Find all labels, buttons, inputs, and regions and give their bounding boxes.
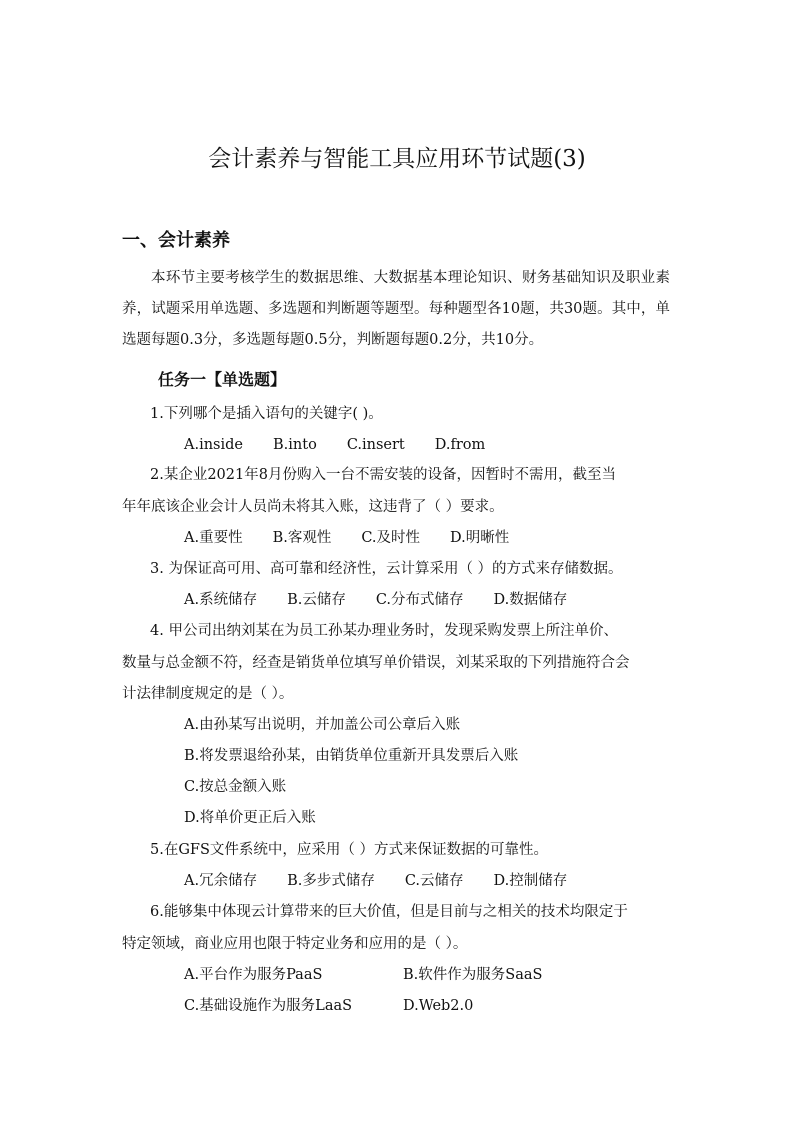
question-6-stem-cont: 特定领域，商业应用也限于特定业务和应用的是（ ）。 xyxy=(122,936,468,952)
page-title: 会计素养与智能工具应用环节试题(3) xyxy=(208,146,586,172)
question-1-stem: 1.下列哪个是插入语句的关键字( )。 xyxy=(150,406,383,422)
option-b: B.多步式储存 xyxy=(287,873,375,889)
option-c: C.insert xyxy=(346,437,405,453)
option-d: D.控制储存 xyxy=(493,873,568,889)
option-b: B.云储存 xyxy=(287,592,346,608)
section-heading: 一、会计素养 xyxy=(122,230,230,251)
question-1-options xyxy=(184,435,485,455)
option-a: A.冗余储存 xyxy=(184,873,258,889)
option-a: A.平台作为服务PaaS xyxy=(184,967,323,983)
question-6-stem: 6.能够集中体现云计算带来的巨大价值，但是目前与之相关的技术均限定于 xyxy=(150,904,628,920)
option-b: B.客观性 xyxy=(272,530,332,546)
question-2-stem-cont: 年年底该企业会计人员尚未将其入账，这违背了（ ）要求。 xyxy=(122,499,504,515)
question-5-stem: 5.在GFS文件系统中，应采用（ ）方式来保证数据的可靠性。 xyxy=(150,842,549,858)
option-d: D.Web2.0 xyxy=(403,998,474,1014)
option-a: A.系统储存 xyxy=(184,592,258,608)
option-d: D.from xyxy=(434,437,486,453)
question-3-options xyxy=(184,590,567,610)
question-3-stem: 3. 为保证高可用、高可靠和经济性，云计算采用（ ）的方式来存储数据。 xyxy=(150,561,623,577)
option-b: B.into xyxy=(273,437,317,453)
question-4-stem: 4. 甲公司出纳刘某在为员工孙某办理业务时，发现采购发票上所注单价、 xyxy=(150,623,618,639)
question-2-options xyxy=(184,528,509,548)
question-2-stem: 2.某企业2021年8月份购入一台不需安装的设备，因暂时不需用，截至当 xyxy=(150,467,616,483)
question-5-options xyxy=(184,871,567,891)
option-d: D.明晰性 xyxy=(450,530,510,546)
section-intro: 本环节主要考核学生的数据思维、大数据基本理论知识、财务基础知识及职业素养，试题采用单选题、多选题和判断题等题型。每种题型各10题，共30题。其中，单选题每题0.3分，多选题每题0.5分，判断题每题0.2分，共10分。 xyxy=(122,270,670,348)
option-b: B.将发票退给孙某，由销货单位重新开具发票后入账 xyxy=(184,748,519,764)
option-a: A.重要性 xyxy=(184,530,243,546)
option-c: C.按总金额入账 xyxy=(184,779,287,795)
question-4-stem-cont-1: 数量与总金额不符，经查是销货单位填写单价错误，刘某采取的下列措施符合会 xyxy=(122,655,630,671)
task-heading: 任务一【单选题】 xyxy=(158,370,287,389)
option-c: C.及时性 xyxy=(361,530,421,546)
option-a: A.inside xyxy=(184,437,243,453)
option-b: B.软件作为服务SaaS xyxy=(403,967,543,983)
option-c: C.基础设施作为服务LaaS xyxy=(184,998,353,1014)
option-c: C.云储存 xyxy=(404,873,464,889)
option-c: C.分布式储存 xyxy=(375,592,464,608)
question-4-stem-cont-2: 计法律制度规定的是（ ）。 xyxy=(122,686,294,702)
option-d: D.将单价更正后入账 xyxy=(184,810,316,826)
option-a: A.由孙某写出说明，并加盖公司公章后入账 xyxy=(184,717,461,733)
option-d: D.数据储存 xyxy=(493,592,568,608)
